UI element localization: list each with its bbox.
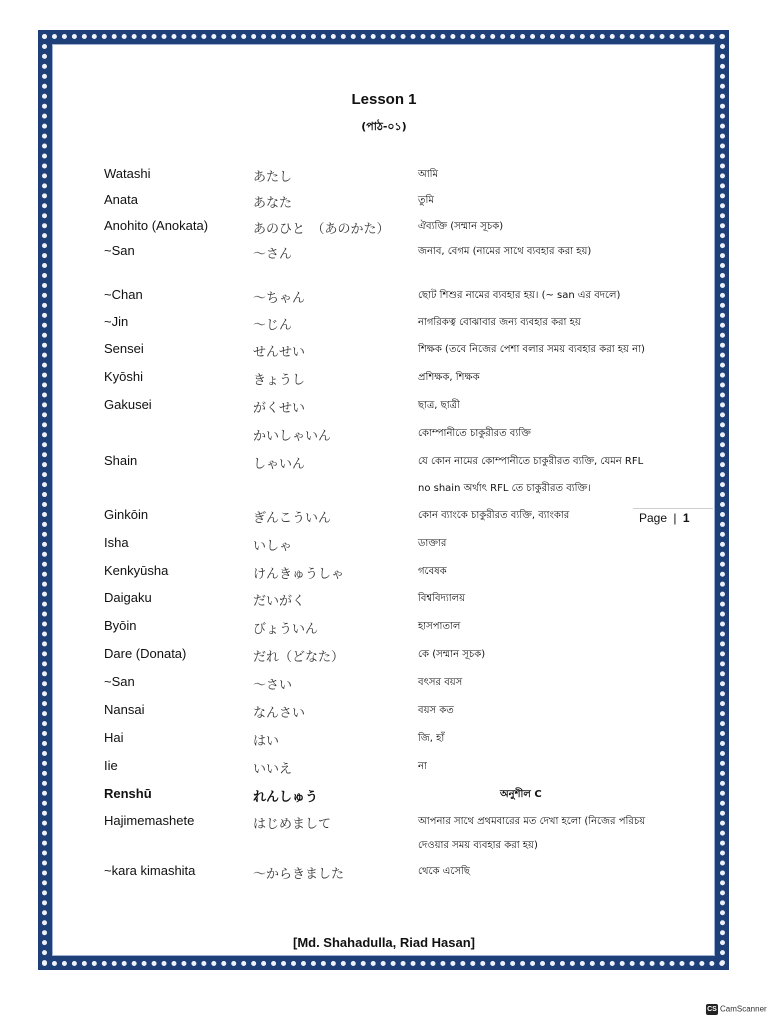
romaji-cell: Sensei <box>104 341 144 356</box>
kana-cell: ～じん <box>253 318 293 333</box>
vocab-row <box>0 397 768 423</box>
bangla-cell: কে (সম্মান সূচক) <box>418 649 486 660</box>
romaji-cell: ~San <box>104 674 135 689</box>
vocab-row <box>0 758 768 784</box>
kana-cell: だれ（どなた） <box>253 650 345 665</box>
vocab-row <box>0 166 768 192</box>
camscanner-logo-icon: CS <box>707 1006 717 1013</box>
bangla-cell: না <box>418 761 427 772</box>
bangla-cell: অনুশীল C <box>500 789 542 800</box>
kana-cell: けんきゅうしゃ <box>253 567 345 582</box>
watermark-text: CamScanner <box>720 1004 767 1014</box>
kana-cell: きょうし <box>253 373 306 388</box>
romaji-cell: Iie <box>104 758 118 773</box>
romaji-cell: ~kara kimashita <box>104 863 196 878</box>
kana-cell: はい <box>253 734 280 749</box>
romaji-cell: Anohito (Anokata) <box>104 218 209 233</box>
page-label: Page <box>639 511 668 525</box>
kana-cell: あたし <box>253 170 293 185</box>
vocab-row <box>0 192 768 218</box>
vocab-row <box>0 618 768 644</box>
vocab-row <box>0 590 768 616</box>
bangla-cell: কোন ব্যাংকে চাকুরীরত ব্যক্তি, ব্যাংকার <box>418 510 570 521</box>
vocab-row <box>0 702 768 728</box>
bangla-cell: হাসপাতাল <box>418 621 461 632</box>
bangla-cell: বৎসর বয়স <box>418 677 463 688</box>
section-heading-row <box>0 786 768 812</box>
kana-cell: がくせい <box>253 401 306 416</box>
bangla-cell: যে কোন নামের কোম্পানীতে চাকুরীরত ব্যক্তি, যেমন RFL <box>418 456 644 467</box>
vocab-row <box>0 563 768 589</box>
vocab-row <box>0 837 768 863</box>
bangla-cell: তুমি <box>418 195 434 206</box>
kana-cell: しゃいん <box>253 457 306 472</box>
vocab-row <box>0 730 768 756</box>
romaji-cell: Nansai <box>104 702 145 717</box>
bangla-cell: থেকে এসেছি <box>418 866 470 877</box>
kana-cell: あのひと （あのかた） <box>253 222 390 237</box>
romaji-cell: Hai <box>104 730 124 745</box>
vocab-row <box>0 453 768 479</box>
bangla-cell: ঐব্যক্তি (সম্মান সূচক) <box>418 221 504 232</box>
page-number-rule <box>633 508 713 509</box>
bangla-cell: জনাব, বেগম (নামের সাথে ব্যবহার করা হয়) <box>418 246 592 257</box>
kana-cell: れんしゅう <box>253 790 319 805</box>
kana-cell: かいしゃいん <box>253 429 332 444</box>
kana-cell: はじめまして <box>253 817 332 832</box>
lesson-subtitle: (পাঠ-০১) <box>361 120 407 133</box>
kana-cell: ～からきました <box>253 867 345 882</box>
bangla-cell: বয়স কত <box>418 705 454 716</box>
romaji-cell: Ginkōin <box>104 507 149 522</box>
romaji-cell: ~San <box>104 243 135 258</box>
kana-cell: ～ちゃん <box>253 291 306 306</box>
romaji-cell: Watashi <box>104 166 151 181</box>
romaji-cell: Gakusei <box>104 397 152 412</box>
kana-cell: ～さい <box>253 678 293 693</box>
romaji-cell: ~Jin <box>104 314 129 329</box>
bangla-cell: আমি <box>418 169 439 180</box>
romaji-cell: Byōin <box>104 618 137 633</box>
bangla-cell: ডাক্তার <box>418 538 447 549</box>
kana-cell: いしゃ <box>253 539 293 554</box>
kana-cell: ぎんこういん <box>253 511 332 526</box>
kana-cell: せんせい <box>253 345 306 360</box>
author-footer: [Md. Shahadulla, Riad Hasan] <box>292 935 476 950</box>
romaji-cell: Kyōshi <box>104 369 144 384</box>
bangla-cell: no shain অর্থাৎ RFL তে চাকুরীরত ব্যক্তি। <box>418 483 591 494</box>
romaji-cell: Anata <box>104 192 138 207</box>
vocab-row <box>0 218 768 244</box>
kana-cell: だいがく <box>253 594 306 609</box>
vocab-row <box>0 813 768 839</box>
page-separator: | <box>673 511 677 525</box>
romaji-cell: Kenkyūsha <box>104 563 169 578</box>
bangla-cell: প্রশিক্ষক, শিক্ষক <box>418 372 480 383</box>
romaji-cell: Shain <box>104 453 138 468</box>
vocab-row <box>0 287 768 313</box>
bangla-cell: কোম্পানীতে চাকুরীরত ব্যক্তি <box>418 428 531 439</box>
bangla-cell: ছোট শিশুর নামের ব্যবহার হয়। (~ san এর বদলে) <box>418 290 621 301</box>
vocab-row <box>0 243 768 269</box>
bangla-cell: দেওয়ার সময় ব্যবহার করা হয়) <box>418 840 538 851</box>
vocab-row <box>0 674 768 700</box>
vocab-row <box>0 314 768 340</box>
bangla-cell: শিক্ষক (তবে নিজের পেশা বলার সময় ব্যবহার করা হয় না) <box>418 344 645 355</box>
romaji-cell: ~Chan <box>104 287 143 302</box>
bangla-cell: গবেষক <box>418 566 447 577</box>
bangla-cell: জি, হাঁ <box>418 733 445 744</box>
kana-cell: いいえ <box>253 762 293 777</box>
bangla-cell: আপনার সাথে প্রথমবারের মত দেখা হলো (নিজের পরিচয় <box>418 816 646 827</box>
vocab-row <box>0 646 768 672</box>
kana-cell: あなた <box>253 196 293 211</box>
lesson-title: Lesson 1 <box>351 91 417 108</box>
romaji-cell: Dare (Donata) <box>104 646 187 661</box>
romaji-cell: Hajimemashete <box>104 813 195 828</box>
vocab-row <box>0 369 768 395</box>
vocab-row <box>0 425 768 451</box>
kana-cell: ～さん <box>253 247 293 262</box>
kana-cell: なんさい <box>253 706 306 721</box>
romaji-cell: Renshū <box>104 786 152 801</box>
page-number-value: 1 <box>682 511 690 525</box>
romaji-cell: Isha <box>104 535 129 550</box>
bangla-cell: ছাত্র, ছাত্রী <box>418 400 460 411</box>
page-number <box>639 511 690 525</box>
bangla-cell: বিশ্ববিদ্যালয় <box>418 593 465 604</box>
bangla-cell: নাগরিকত্ব বোঝাবার জন্য ব্যবহার করা হয় <box>418 317 581 328</box>
vocab-row <box>0 341 768 367</box>
vocab-row <box>0 863 768 889</box>
kana-cell: びょういん <box>253 622 319 637</box>
scanner-watermark <box>706 1004 767 1015</box>
vocab-row <box>0 480 768 506</box>
romaji-cell: Daigaku <box>104 590 152 605</box>
vocab-row <box>0 535 768 561</box>
